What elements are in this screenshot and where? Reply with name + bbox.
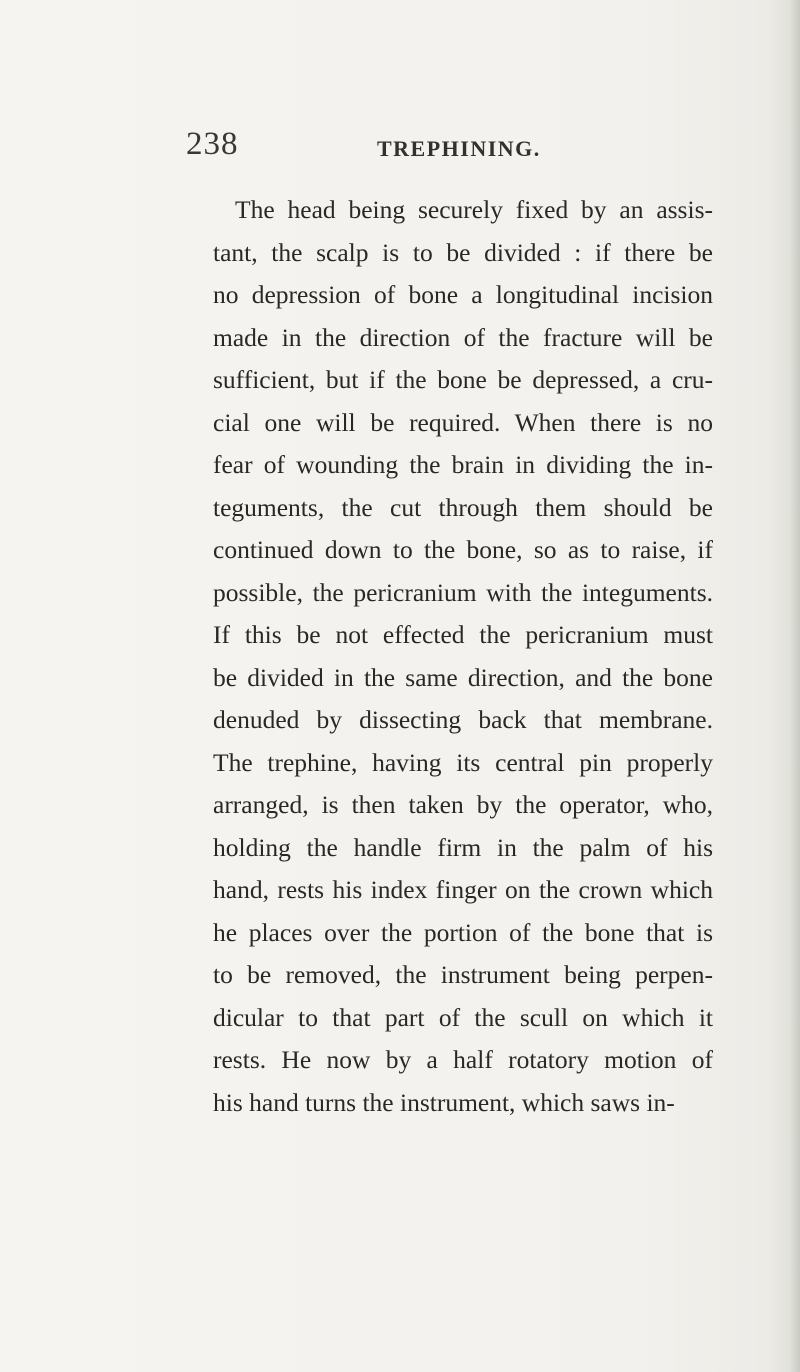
text-line: arranged, is then taken by the operator, who, xyxy=(213,790,713,819)
page-edge xyxy=(790,0,800,1372)
text-line: rests. He now by a half rotatory motion of xyxy=(213,1045,713,1074)
text-line: The trephine, having its central pin properly xyxy=(213,747,713,777)
text-line: holding the handle firm in the palm of his xyxy=(213,832,713,862)
text-line: possible, the pericranium with the integuments. xyxy=(213,577,713,607)
text-line: If this be not effected the pericranium must xyxy=(213,620,713,649)
text-line: teguments, the cut through them should be xyxy=(213,492,713,522)
text-line: made in the direction of the fracture will be xyxy=(213,322,713,352)
text-line: dicular to that part of the scull on which it xyxy=(213,1002,713,1032)
text-line: cial one will be required. When there is no xyxy=(213,407,713,437)
running-head xyxy=(186,126,606,176)
text-line: his hand turns the instrument, which saws in- xyxy=(213,1087,675,1117)
text-line: sufficient, but if the bone be depressed, a cru- xyxy=(213,365,713,394)
text-line: The head being securely fixed by an assis- xyxy=(235,195,713,224)
text-line: he places over the portion of the bone that is xyxy=(213,917,713,947)
text-line: be divided in the same direction, and the bone xyxy=(213,662,713,692)
text-line: no depression of bone a longitudinal incision xyxy=(213,280,713,309)
text-line: tant, the scalp is to be divided : if there be xyxy=(213,237,713,267)
page-number: 238 xyxy=(186,126,239,162)
text-line: fear of wounding the brain in dividing the in- xyxy=(213,450,713,479)
text-line: continued down to the bone, so as to raise, if xyxy=(213,535,713,564)
running-title: TREPHINING. xyxy=(377,136,541,161)
text-line: to be removed, the instrument being perpen- xyxy=(213,960,713,989)
text-line: denuded by dissecting back that membrane. xyxy=(213,705,713,734)
text-line: hand, rests his index finger on the crown which xyxy=(213,875,713,904)
body-paragraph xyxy=(213,189,713,1124)
